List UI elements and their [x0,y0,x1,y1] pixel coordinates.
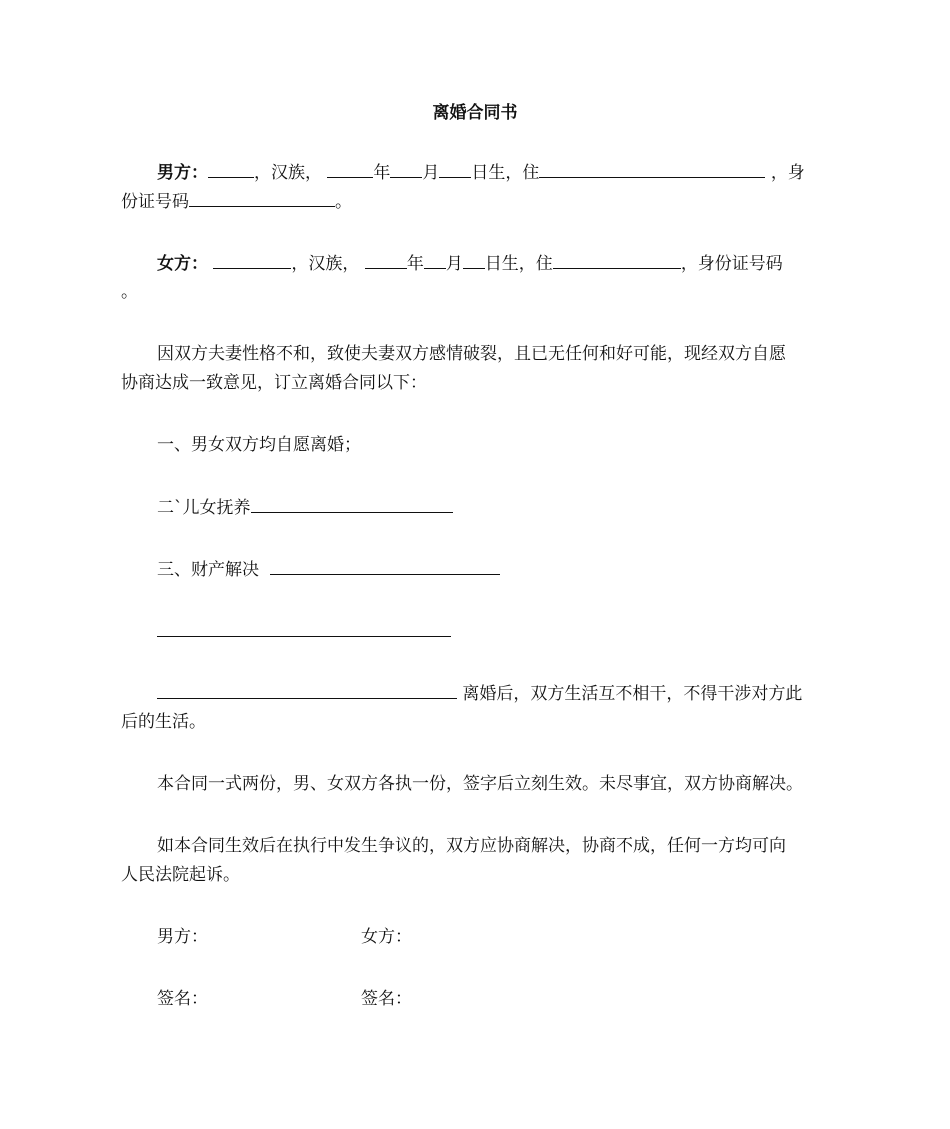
female-month-blank [424,252,446,269]
copies-clause: 本合同一式两份，男、女双方各执一份，签字后立刻生效。未尽事宜，双方协商解决。 [157,774,803,794]
female-year-text: 年 [406,254,424,274]
intro-line-2: 协商达成一致意见，订立离婚合同以下： [121,373,427,393]
male-party-label: 男方： [157,163,208,183]
female-party-line-1 [157,252,783,275]
child-custody-blank [251,496,453,513]
female-nation-text: ，汉族， [291,254,360,274]
male-signature-label: 男方： [157,927,208,947]
male-month-blank [390,161,422,178]
dispute-line-1: 如本合同生效后在执行中发生争议的，双方应协商解决，协商不成，任何一方均可向 [157,836,786,856]
dispute-line-2: 人民法院起诉。 [121,865,240,885]
female-day-blank [463,252,485,269]
male-idcard-start-text: ，身 [770,163,805,183]
intro-line-1: 因双方夫妻性格不和，致使夫妻双方感情破裂，且已无任何和好可能，现经双方自愿 [157,344,786,364]
clause-3 [157,558,500,581]
female-day-live-text: 日生，住 [484,254,553,274]
male-month-text: 月 [422,163,440,183]
clause-1: 一、男女双方均自愿离婚； [157,435,361,455]
property-blank-1 [270,558,500,575]
male-name-blank [208,161,254,178]
male-year-blank [327,161,373,178]
after-divorce-line-2: 后的生活。 [121,712,206,732]
male-day-blank [439,161,471,178]
female-sign-label: 签名： [361,989,412,1009]
female-name-blank [213,252,291,269]
male-party-line-2 [121,190,352,213]
female-party-line-2: 。 [121,282,138,302]
male-idcard-blank [189,190,335,207]
male-day-live-text: 日生，住 [471,163,540,183]
after-divorce-text: 离婚后，双方生活互不相干，不得干涉对方此 [462,684,803,704]
female-month-text: 月 [445,254,463,274]
after-divorce-line-1 [157,682,802,705]
property-line-2 [157,620,451,643]
clause-2-text: 二`儿女抚养 [157,498,251,518]
male-sign-label: 签名： [157,989,208,1009]
male-address-blank [539,161,765,178]
property-blank-3 [157,682,457,699]
female-idcard-text: ，身份证号码 [680,254,783,274]
male-idcard-label: 份证号码 [121,192,189,212]
female-party-label: 女方： [157,254,208,274]
male-party-line-1 [157,161,805,184]
property-blank-2 [157,620,451,637]
female-signature-label: 女方： [361,927,412,947]
clause-3-text: 三、财产解决 [157,560,259,580]
male-nation-text: ，汉族， [254,163,322,183]
male-year-text: 年 [373,163,391,183]
male-line-end: 。 [335,192,352,212]
document-title: 离婚合同书 [432,103,518,123]
female-year-blank [365,252,407,269]
female-address-blank [553,252,681,269]
clause-2 [157,496,453,519]
